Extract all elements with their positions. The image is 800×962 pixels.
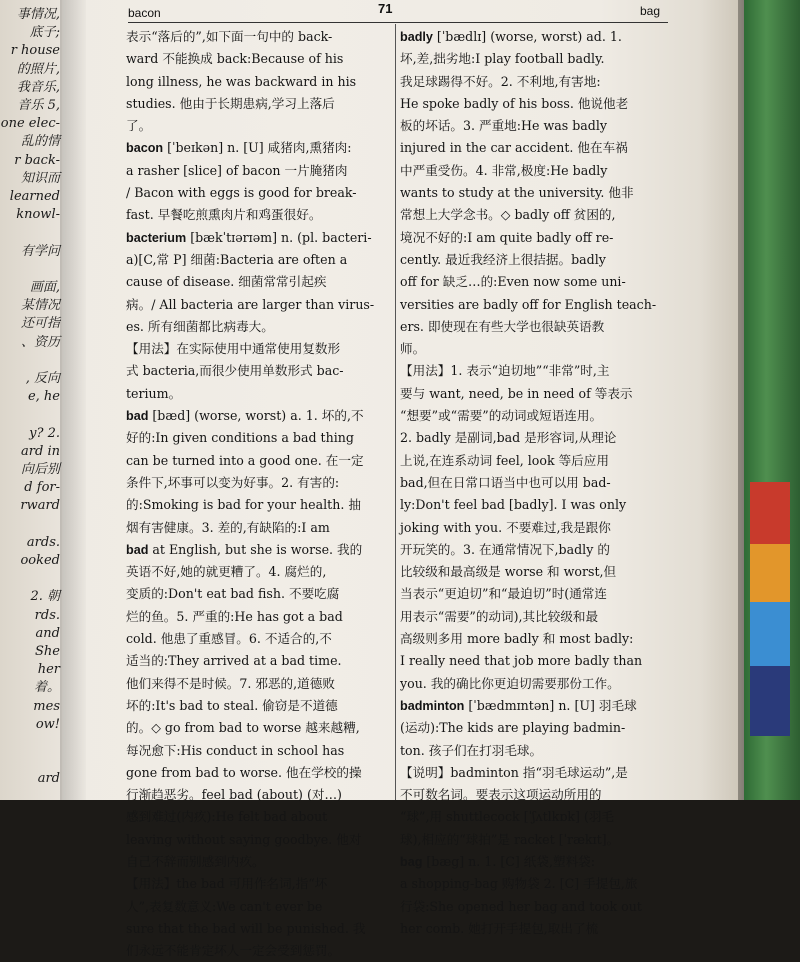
entry-line: versities are badly off for English teach-	[400, 296, 657, 312]
entry-line: 的。◇ go from bad to worse 越来越糟,	[126, 720, 360, 736]
entry-line: bad,但在日常口语当中也可以用 bad-	[400, 474, 611, 490]
previous-page-line: e, he	[27, 389, 60, 405]
entry-line: bacterium [bækˈtɪərɪəm] n. (pl. bacteri-	[126, 229, 372, 245]
entry-line: injured in the car accident. 他在车祸	[400, 140, 628, 156]
entry-line: 不可数名词。要表示这项运动所用的	[400, 787, 602, 803]
previous-page-line: 底子;	[29, 25, 60, 41]
entry-line: gone from bad to worse. 他在学校的操	[126, 764, 362, 780]
entry-line: es. 所有细菌都比病毒大。	[126, 318, 274, 334]
previous-page-line	[0, 352, 62, 370]
entry-line: 【用法】the bad 可用作名词,指“坏	[126, 876, 328, 892]
header-guide-word-left: bacon	[128, 6, 161, 20]
previous-page-line: 音乐 5,	[17, 98, 60, 113]
previous-page-line: 画面,	[29, 280, 60, 295]
headword: bacterium	[126, 230, 187, 245]
entry-line: 开玩笑的。3. 在通常情况下,badly 的	[400, 541, 610, 557]
entry-line: 高级则多用 more badly 和 most badly:	[400, 631, 634, 647]
entry-line: bag [bæg] n. 1. [C] 纸袋,塑料袋:	[400, 853, 596, 869]
headword: bad	[126, 409, 149, 424]
entry-line: ers. 即使现在有些大学也很缺英语教	[400, 318, 605, 334]
entry-line: 球),相应的“球拍”是 racket [ˈrækɪt]。	[400, 831, 620, 847]
previous-page-line	[0, 224, 62, 242]
headword: bacon	[126, 141, 164, 156]
entry-line: leaving without saying goodbye. 他对	[126, 831, 362, 847]
entry-line: 上说,在连系动词 feel, look 等后应用	[400, 452, 609, 468]
entry-line: sure that the bad will be punished. 我	[126, 920, 366, 936]
previous-page-line: and	[35, 625, 60, 641]
entry-line: badly [ˈbædlɪ] (worse, worst) ad. 1.	[400, 29, 622, 44]
entry-line: wants to study at the university. 他非	[400, 185, 634, 201]
entry-line: 烟有害健康。3. 差的,有缺陷的:I am	[126, 519, 330, 535]
previous-page-line: 知识而	[20, 170, 60, 186]
entry-line: terium。	[126, 385, 182, 401]
entry-line: 要与 want, need, be in need of 等表示	[400, 385, 633, 401]
column-divider	[395, 24, 396, 800]
entry-line: 坏,差,拙劣地:I play football badly.	[400, 51, 605, 67]
previous-page-line: 还可指	[20, 316, 60, 332]
previous-page-line: r house	[10, 43, 60, 59]
previous-page-line: rward	[20, 498, 60, 514]
entry-line: 【说明】badminton 指“羽毛球运动”,是	[400, 764, 628, 780]
previous-page-line: rds.	[34, 607, 60, 623]
previous-page-line	[0, 570, 62, 588]
previous-page-line: She	[35, 644, 60, 659]
previous-page-line: 2. 朝	[30, 589, 60, 605]
previous-page-line	[0, 516, 62, 534]
previous-page-line: ard	[37, 771, 60, 787]
entry-line: 【用法】1. 表示“迫切地”“非常”时,主	[400, 363, 610, 379]
previous-page-line: 某情况	[20, 298, 60, 314]
entry-line: a rasher [slice] of bacon 一片腌猪肉	[126, 162, 348, 178]
entry-line: 式 bacteria,而很少使用单数形式 bac-	[126, 363, 344, 379]
entry-line: 用表示“需要”的动词),其比较级和最	[400, 608, 599, 624]
entry-line: 2. badly 是副词,bad 是形容词,从理论	[400, 430, 617, 446]
previous-page-line	[0, 261, 62, 279]
entry-line: 比较级和最高级是 worse 和 worst,但	[400, 564, 617, 580]
previous-page-line: 向后别	[20, 462, 60, 477]
entry-line: 他们来得不是时候。7. 邪恶的,道德败	[126, 675, 335, 691]
entry-line: cause of disease. 细菌常常引起疾	[126, 274, 327, 290]
previous-page-line: knowl-	[16, 207, 60, 223]
entry-line: off for 缺乏…的:Even now some uni-	[400, 274, 626, 290]
entry-line: 条件下,坏事可以变为好事。2. 有害的:	[126, 474, 340, 490]
previous-page-line: d for-	[24, 480, 60, 496]
previous-page-line: mes	[33, 698, 60, 714]
entry-line: bacon [ˈbeɪkən] n. [U] 咸猪肉,熏猪肉:	[126, 140, 352, 156]
thumb-index-tab-blue	[750, 602, 790, 666]
entry-line: 人”,表复数意义:We can't ever be	[126, 898, 323, 914]
previous-page-line: 、资历	[20, 334, 60, 350]
entry-line: 坏的:It's bad to steal. 偷窃是不道德	[126, 697, 338, 713]
thumb-index-tab-orange	[750, 544, 790, 602]
entry-line: (运动):The kids are playing badmin-	[400, 720, 626, 736]
previous-page-line: r back-	[14, 152, 60, 168]
previous-page-line: 我音乐,	[16, 79, 60, 95]
previous-page-line: one elec-	[0, 116, 60, 132]
previous-page-line: 着。	[33, 680, 60, 696]
page-number: 71	[378, 1, 393, 16]
entry-line: joking with you. 不要难过,我是跟你	[400, 519, 611, 535]
entry-line: cently. 最近我经济上很拮据。badly	[400, 251, 606, 267]
entry-line: 境况不好的:I am quite badly off re-	[400, 229, 614, 245]
entry-line: a shopping-bag 购物袋 2. [C] 手提包,旅	[400, 876, 638, 892]
entry-line: studies. 他由于长期患病,学习上落后	[126, 95, 335, 111]
entry-line: badminton [ˈbædmɪntən] n. [U] 羽毛球	[400, 697, 637, 713]
entry-line: 板的坏话。3. 严重地:He was badly	[400, 118, 607, 134]
previous-page-line: ooked	[20, 553, 60, 568]
thumb-index-tab-red	[750, 482, 790, 544]
previous-page-line: 乱的情	[20, 134, 60, 150]
entry-line: ly:Don't feel bad [badly]. I was only	[400, 497, 627, 513]
headword: badly	[400, 30, 433, 44]
left-column	[126, 26, 388, 959]
previous-page-line	[0, 406, 62, 424]
entry-line: 每况愈下:His conduct in school has	[126, 742, 345, 758]
entry-line: ton. 孩子们在打羽毛球。	[400, 742, 543, 758]
entry-line: 行渐趋恶劣。feel bad (about) (对…)	[126, 787, 342, 803]
entry-line: 当表示“更迫切”和“最迫切”时(通常连	[400, 586, 607, 602]
previous-page-line: her	[37, 662, 60, 678]
entry-line: ward 不能换成 back:Because of his	[126, 51, 344, 67]
right-column	[400, 26, 662, 936]
previous-page-line: 有学问	[20, 243, 60, 259]
entry-line: a)[C,常 P] 细菌:Bacteria are often a	[126, 251, 348, 267]
entry-line: 变质的:Don't eat bad fish. 不要吃腐	[126, 586, 340, 602]
previous-page-line	[0, 734, 62, 752]
header-rule	[128, 22, 668, 23]
entry-line: you. 我的确比你更迫切需要那份工作。	[400, 675, 620, 691]
previous-page-line: ard in	[21, 443, 60, 459]
entry-line: 英语不好,她的就更糟了。4. 腐烂的,	[126, 564, 327, 580]
previous-page-edge	[0, 0, 62, 800]
entry-line: 自己不辞而别感到内疚。	[126, 853, 265, 869]
header-guide-word-right: bag	[640, 4, 661, 18]
previous-page-line: 的照片,	[16, 61, 60, 77]
entry-line: “想要”或“需要”的动词或短语连用。	[400, 408, 603, 424]
entry-line: 的:Smoking is bad for your health. 抽	[126, 497, 361, 513]
entry-line: 病。/ All bacteria are larger than virus-	[126, 296, 375, 312]
entry-line: bad at English, but she is worse. 我的	[126, 541, 363, 557]
entry-line: 感到难过(内疚):He felt bad about	[126, 809, 328, 825]
entry-line: her comb. 她打开手提包,取出了梳	[400, 920, 599, 936]
previous-page-line: , 反向	[25, 371, 60, 386]
entry-line: 好的:In given conditions a bad thing	[126, 430, 354, 446]
previous-page-line: learned	[9, 189, 60, 204]
entry-line: 了。	[126, 118, 152, 134]
entry-line: 行袋:She opened her bag and took out	[400, 898, 642, 914]
headword: bad	[126, 542, 149, 557]
entry-line: He spoke badly of his boss. 他说他老	[400, 95, 629, 111]
entry-line: 适当的:They arrived at a bad time.	[126, 653, 342, 669]
entry-line: cold. 他患了重感冒。6. 不适合的,不	[126, 631, 332, 647]
entry-line: 【用法】在实际使用中通常使用复数形	[126, 341, 341, 357]
entry-line: I really need that job more badly than	[400, 653, 643, 669]
entry-line: bad [bæd] (worse, worst) a. 1. 坏的,不	[126, 408, 364, 424]
previous-page-line	[0, 752, 62, 770]
entry-line: / Bacon with eggs is good for break-	[126, 185, 357, 201]
entry-line: 烂的鱼。5. 严重的:He has got a bad	[126, 608, 343, 624]
entry-line: 表示“落后的”,如下面一句中的 back-	[126, 29, 333, 44]
entry-line: 中严重受伤。4. 非常,极度:He badly	[400, 162, 608, 178]
previous-page-line: ards.	[26, 534, 60, 550]
entry-line: 我足球踢得不好。2. 不利地,有害地:	[400, 73, 601, 89]
entry-line: fast. 早餐吃煎熏肉片和鸡蛋很好。	[126, 207, 322, 223]
thumb-index-tab-navy	[750, 666, 790, 736]
previous-page-line: y? 2.	[29, 425, 60, 441]
previous-page-line: ow!	[35, 716, 60, 732]
entry-line: 们永远不能肯定坏人一定会受到惩罚。	[126, 943, 341, 959]
headword: bag	[400, 854, 423, 869]
entry-line: can be turned into a good one. 在一定	[126, 452, 364, 468]
entry-line: 师。	[400, 341, 426, 357]
headword: badminton	[400, 698, 465, 713]
book-gutter	[60, 0, 86, 800]
entry-line: “球”,用 shuttlecock [ˈʃʌtlkɒk] (羽毛	[400, 809, 615, 825]
previous-page-line: 事情况,	[16, 7, 60, 22]
entry-line: long illness, he was backward in his	[126, 73, 357, 89]
entry-line: 常想上大学念书。◇ badly off 贫困的,	[400, 207, 616, 223]
